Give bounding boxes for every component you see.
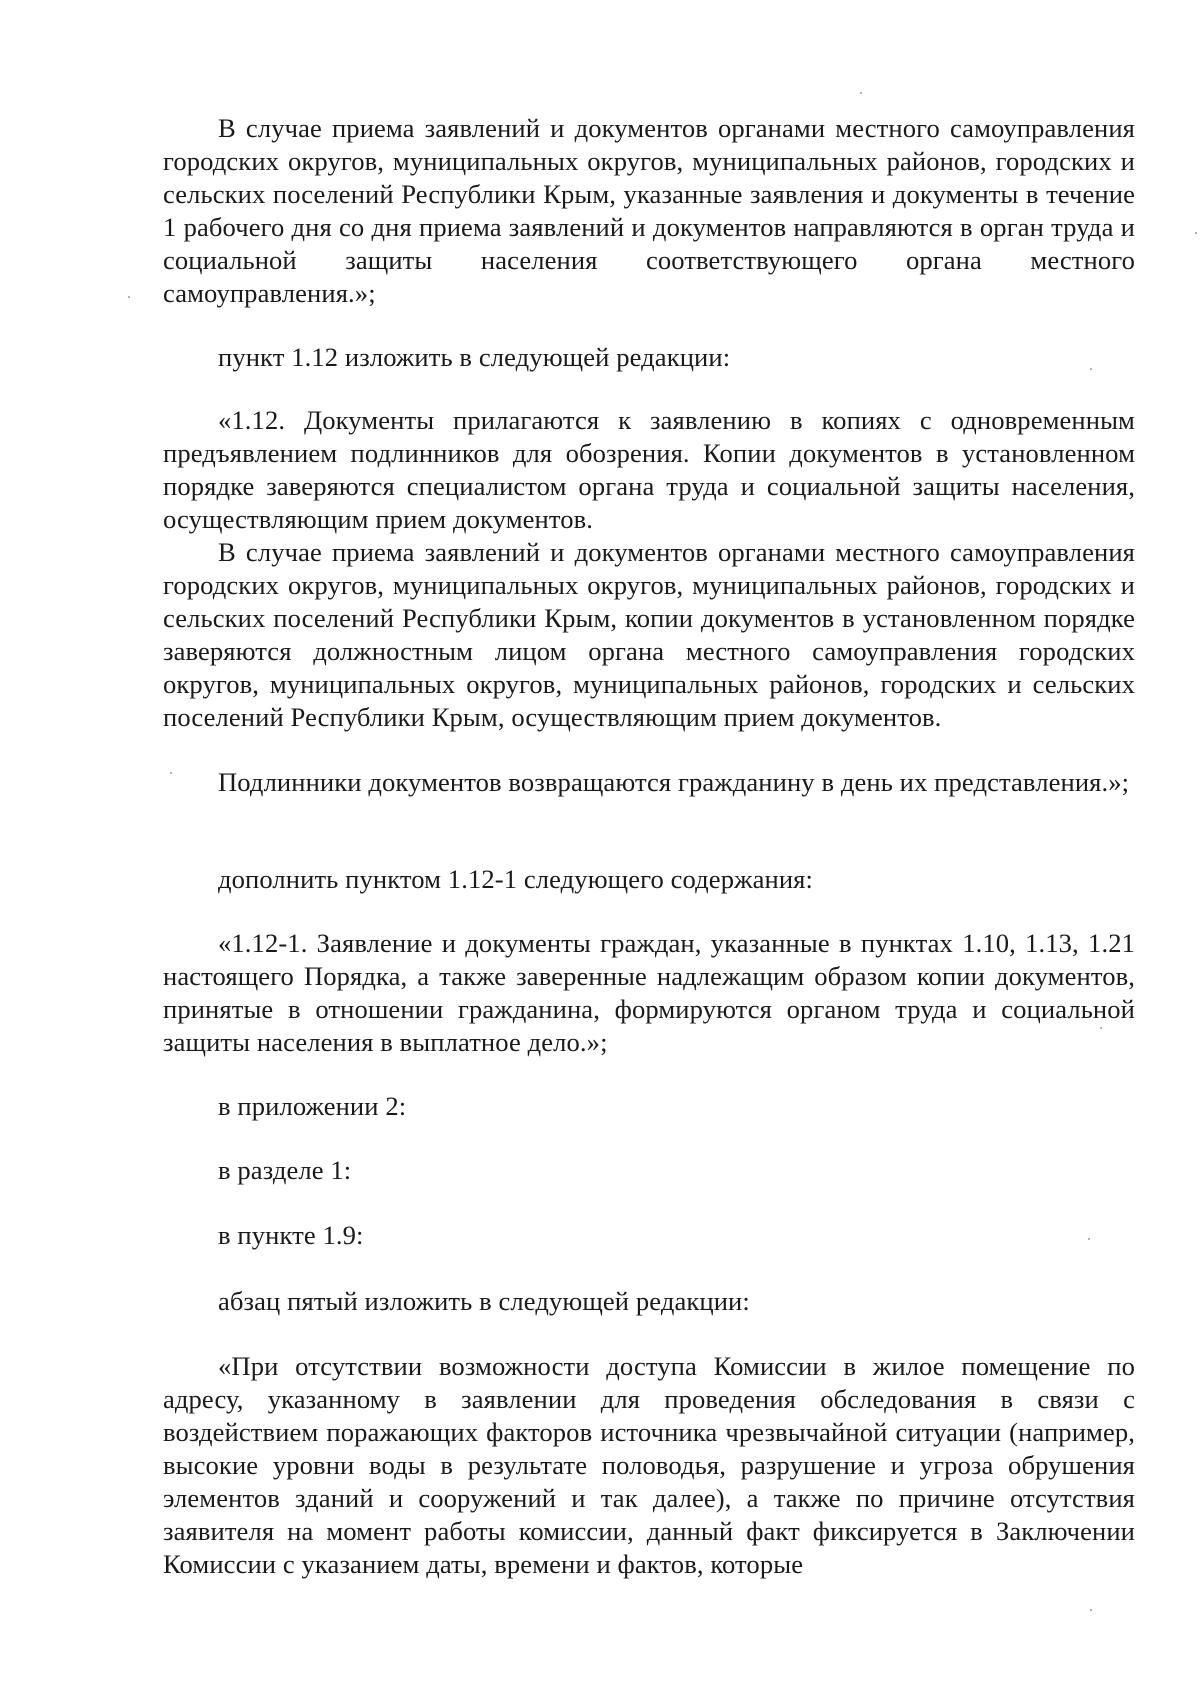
scan-speck (860, 92, 862, 94)
scan-speck (1100, 1027, 1102, 1029)
paragraph-item-1-9: в пункте 1.9: (218, 1220, 364, 1250)
paragraph-item-1-12-1-text: «1.12-1. Заявление и документы граждан, указанные в пунктах 1.10, 1.13, 1.21 настоящего Порядка, а также заверенные надлежащим образом копии документов, принятые в отношении гражданина, формируются органом труда и социальной защиты населения в выплатное дело.»; (163, 928, 1135, 1057)
paragraph-municipal-acceptance: В случае приема заявлений и документов органами местного самоуправления городских округов, муниципальных округов, муниципальных районов, городских и сельских поселений Республики Крым, указанные заявления и документы в течение 1 рабочего дня со дня приема заявлений и документов направляются в орган труда и социальной защиты населения соответствующего органа местного самоуправления.»; (163, 113, 1135, 308)
paragraph-item-1-12-1-intro: дополнить пунктом 1.12-1 следующего содержания: (218, 864, 813, 894)
paragraph-appendix-2: в приложении 2: (218, 1091, 407, 1121)
scan-speck (1088, 1238, 1090, 1240)
scan-speck (1090, 1609, 1092, 1611)
scan-speck (1195, 232, 1197, 234)
paragraph-commission-access: «При отсутствии возможности доступа Комиссии в жилое помещение по адресу, указанному в заявлении для проведения обследования в связи с воздействием поражающих факторов источника чрезвычайной ситуации (например, высокие уровни воды в результате половодья, разрушение и угроза обрушения элементов зданий и сооружений и так далее), а также по причине отсутствия заявителя на момент работы комиссии, данный факт фиксируется в Заключении Комиссии с указанием даты, времени и фактов, которые (163, 1351, 1135, 1579)
scan-speck (128, 296, 130, 298)
paragraph-item-1-12-intro: пункт 1.12 изложить в следующей редакции: (218, 342, 731, 372)
scan-speck (1090, 368, 1092, 370)
paragraph-item-1-12-municipal: В случае приема заявлений и документов органами местного самоуправления городских округов, муниципальных округов, муниципальных районов, городских и сельских поселений Республики Крым, копии документов в установленном порядке заверяются должностным лицом органа местного самоуправления городских округов, муниципальных округов, муниципальных районов, городских и сельских поселений Республики Крым, осуществляющим прием документов. (163, 537, 1135, 732)
paragraph-item-1-12-originals: Подлинники документов возвращаются гражданину в день их представления.»; (218, 767, 1130, 797)
paragraph-fifth-para-intro: абзац пятый изложить в следующей редакции: (218, 1286, 750, 1316)
paragraph-item-1-12-copies: «1.12. Документы прилагаются к заявлению в копиях с одновременным предъявлением подлинников для обозрения. Копии документов в установленном порядке заверяются специалистом органа труда и социальной защиты населения, осуществляющим прием документов. (163, 405, 1135, 534)
scan-speck (170, 772, 172, 774)
paragraph-section-1: в разделе 1: (218, 1155, 352, 1185)
